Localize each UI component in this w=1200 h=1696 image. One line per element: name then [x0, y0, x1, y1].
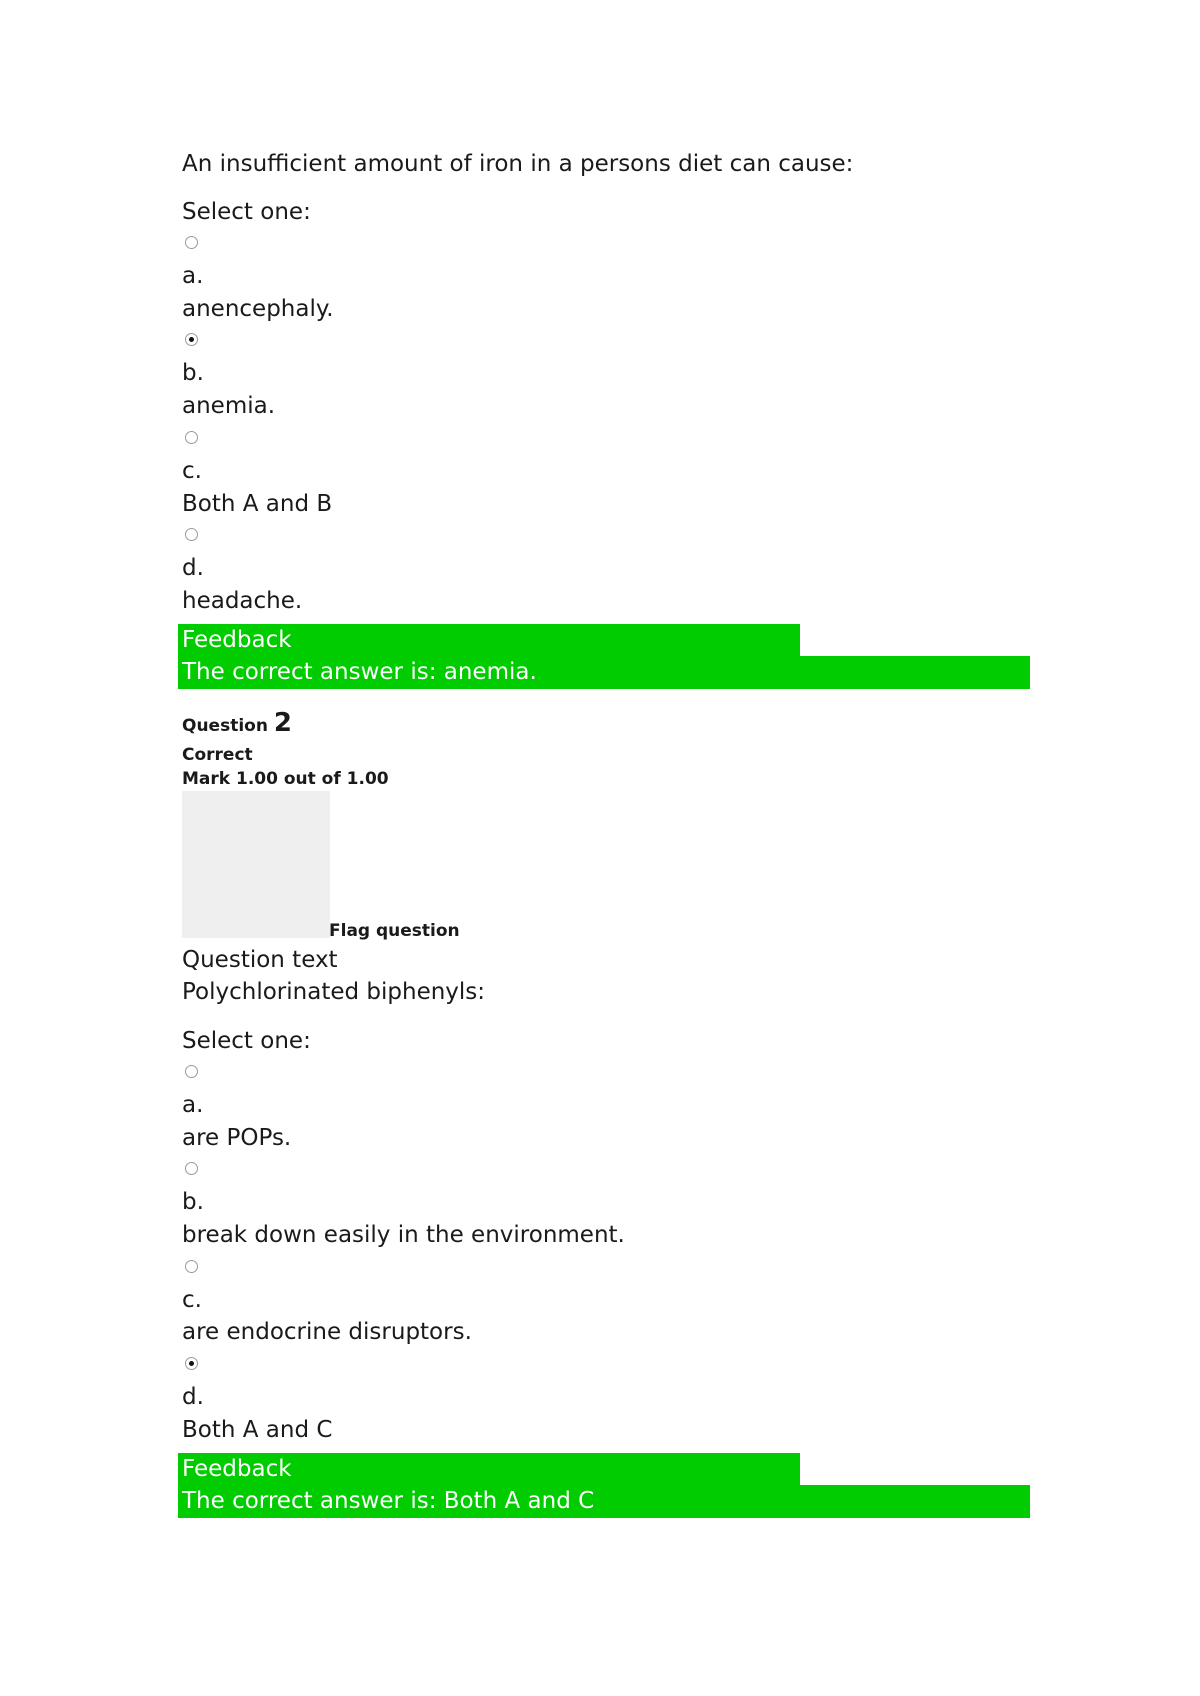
q1-option-b-text: anemia. — [182, 393, 276, 419]
q2-select-label: Select one: — [182, 1028, 311, 1054]
q1-feedback-text: The correct answer is: anemia. — [178, 656, 1030, 689]
q2-feedback-text: The correct answer is: Both A and C — [178, 1485, 1030, 1518]
q2-question-text-label: Question text — [182, 947, 338, 973]
q2-radio-c[interactable] — [185, 1260, 198, 1273]
q2-option-a-letter: a. — [182, 1092, 204, 1118]
q1-radio-b[interactable] — [185, 333, 198, 346]
q2-option-c-text: are endocrine disruptors. — [182, 1319, 472, 1345]
q2-feedback-title: Feedback — [178, 1453, 800, 1485]
q2-status: Correct — [182, 745, 253, 765]
q2-question-heading — [182, 708, 292, 741]
q2-radio-b[interactable] — [185, 1162, 198, 1175]
flag-question-icon[interactable] — [182, 791, 330, 938]
q2-option-d-letter: d. — [182, 1384, 204, 1410]
q2-radio-a[interactable] — [185, 1065, 198, 1078]
q1-radio-c[interactable] — [185, 431, 198, 444]
q2-radio-d[interactable] — [185, 1357, 198, 1370]
q2-option-c-letter: c. — [182, 1287, 202, 1313]
q1-feedback-title: Feedback — [178, 624, 800, 656]
q2-option-a-text: are POPs. — [182, 1125, 292, 1151]
q1-select-label: Select one: — [182, 199, 311, 225]
q2-option-b-letter: b. — [182, 1189, 204, 1215]
q2-question-text: Polychlorinated biphenyls: — [182, 979, 486, 1005]
q2-question-number: 2 — [273, 708, 292, 738]
q1-option-c-text: Both A and B — [182, 491, 333, 517]
q2-question-word: Question — [182, 716, 268, 736]
q1-question-text: An insufficient amount of iron in a persons diet can cause: — [182, 151, 854, 177]
q2-mark: Mark 1.00 out of 1.00 — [182, 769, 389, 789]
q2-option-b-text: break down easily in the environment. — [182, 1222, 625, 1248]
q1-option-b-letter: b. — [182, 360, 204, 386]
flag-question-link[interactable]: Flag question — [329, 921, 460, 941]
q1-option-a-text: anencephaly. — [182, 296, 334, 322]
q1-option-c-letter: c. — [182, 458, 202, 484]
q1-option-d-letter: d. — [182, 555, 204, 581]
q2-option-d-text: Both A and C — [182, 1417, 333, 1443]
q1-radio-d[interactable] — [185, 528, 198, 541]
q1-option-d-text: headache. — [182, 588, 303, 614]
q1-radio-a[interactable] — [185, 236, 198, 249]
q1-option-a-letter: a. — [182, 263, 204, 289]
